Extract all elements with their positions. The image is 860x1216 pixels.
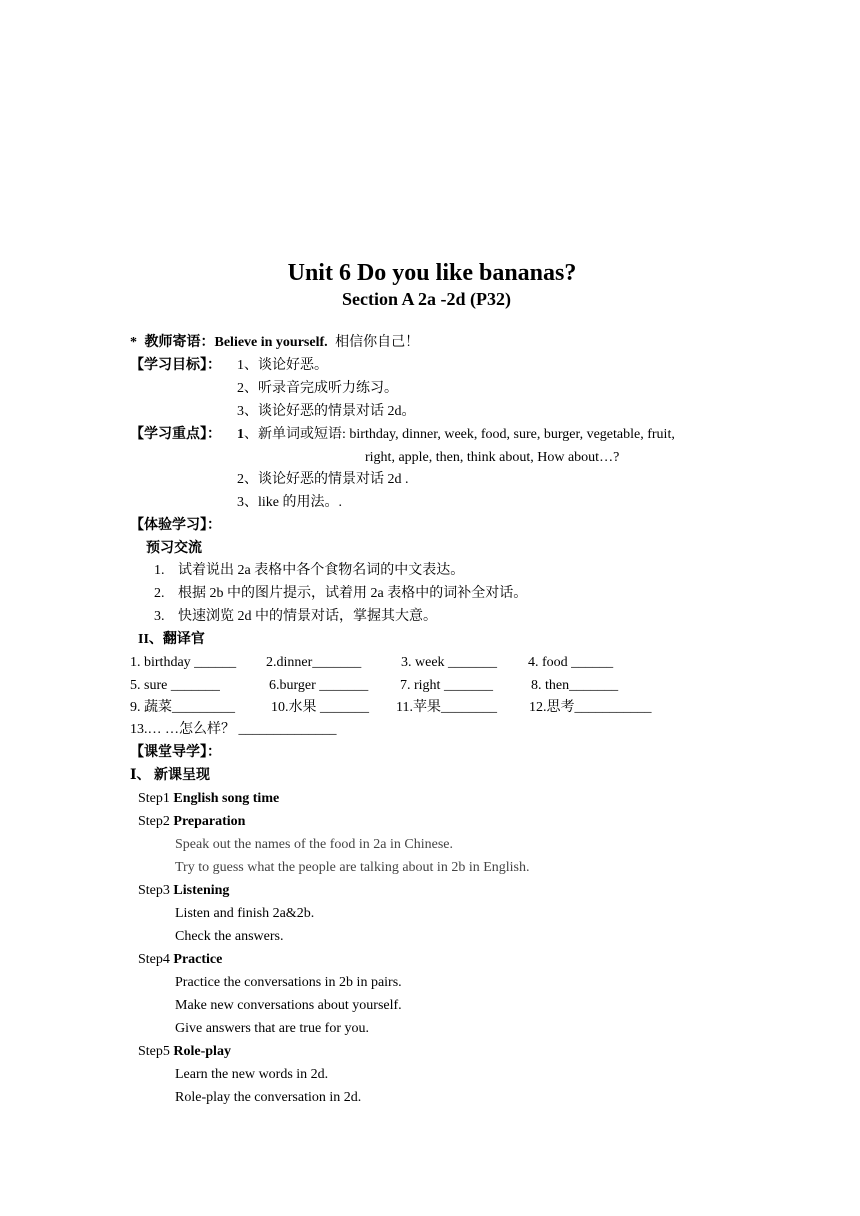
page-title: Unit 6 Do you like bananas? [287,260,577,286]
key-point-item [237,426,675,444]
step-line: Learn the new words in 2d. [175,1067,329,1082]
page-subtitle: Section A 2a -2d (P32) [342,289,511,309]
step-heading [138,951,222,969]
step-heading [138,813,245,831]
preview-title: 预习交流 [146,541,202,556]
step-line: Speak out the names of the food in 2a in Chinese. [175,837,453,852]
step-line: Try to guess what the people are talking about in 2b in English. [175,860,530,875]
step-heading [138,882,229,900]
preview-item [154,608,437,626]
vocab-blank: 5. sure _______ [130,678,220,693]
vocab-blank: 12.思考___________ [529,700,652,715]
vocab-blank: 8. then_______ [531,678,619,693]
key-points-label: 【学习重点】： [130,427,221,442]
step-line: Practice the conversations in 2b in pairs. [175,975,402,990]
motto-label: 教师寄语： [144,335,215,350]
key-point-item: 2、谈论好恶的情景对话 2d . [237,472,409,487]
preview-item-text: 快速浏览 2d 中的情景对话，掌握其大意。 [178,609,437,624]
section-title: Ⅰ、 新课呈现 [130,768,211,783]
experience-label: 【体验学习】： [130,518,221,533]
key-point-continuation: right, apple, then, think about, How about…? [365,450,620,465]
motto-english: Believe in yourself. [214,335,328,350]
step-line: Role-play the conversation in 2d. [175,1090,362,1105]
step-heading [138,1043,231,1061]
vocab-blank: 1. birthday ______ [130,655,237,670]
classroom-label: 【课堂导学】： [130,745,221,760]
vocab-blank: 3. week _______ [401,655,498,670]
goals-label: 【学习目标】： [130,358,221,373]
preview-item-number: 2. [154,586,165,601]
teacher-motto [130,334,419,352]
step-line: Check the answers. [175,929,284,944]
step-line: Make new conversations about yourself. [175,998,402,1013]
preview-item-text: 根据 2b 中的图片提示，试着用 2a 表格中的词补全对话。 [178,586,528,601]
step-heading [138,790,279,808]
step-line: Give answers that are true for you. [175,1021,369,1036]
step-name: Listening [173,883,230,898]
step-name: Preparation [173,814,246,829]
step-line: Listen and finish 2a&2b. [175,906,315,921]
goal-item: 3、谈论好恶的情景对话 2d。 [237,404,416,419]
motto-chinese: 相信你自己！ [335,335,420,350]
goal-item: 2、听录音完成听力练习。 [237,381,398,396]
preview-item-number: 3. [154,609,165,624]
vocab-blank: 4. food ______ [528,655,614,670]
step-name: English song time [173,791,280,806]
vocab-blank: 2.dinner_______ [266,655,362,670]
motto-star: * [130,335,137,350]
preview-item [154,562,464,580]
step-name: Role-play [173,1044,231,1059]
vocab-blank: 10.水果 _______ [271,700,369,715]
vocab-blank: 6.burger _______ [269,678,369,693]
vocab-blank: 11.苹果________ [396,700,497,715]
key-point-text: 、新单词或短语: birthday, dinner, week, food, sure, burger, vegetable, fruit, [244,427,675,442]
step-prefix: Step4 [138,952,174,967]
preview-item-number: 1. [154,563,165,578]
goal-item: 1、谈论好恶。 [237,358,328,373]
preview-item-text: 试着说出 2a 表格中各个食物名词的中文表达。 [178,563,465,578]
preview-item [154,585,527,603]
translator-title: II、翻译官 [138,632,205,647]
step-name: Practice [173,952,223,967]
vocab-blank: 7. right _______ [400,678,493,693]
step-prefix: Step5 [138,1044,174,1059]
vocab-blank: 9. 蔬菜_________ [130,700,235,715]
vocab-blank: 13.… …怎么样？ ______________ [130,722,337,737]
step-prefix: Step2 [138,814,174,829]
key-point-item: 3、like 的用法。. [237,495,342,510]
key-point-number: 1 [237,427,244,442]
step-prefix: Step3 [138,883,174,898]
step-prefix: Step1 [138,791,174,806]
